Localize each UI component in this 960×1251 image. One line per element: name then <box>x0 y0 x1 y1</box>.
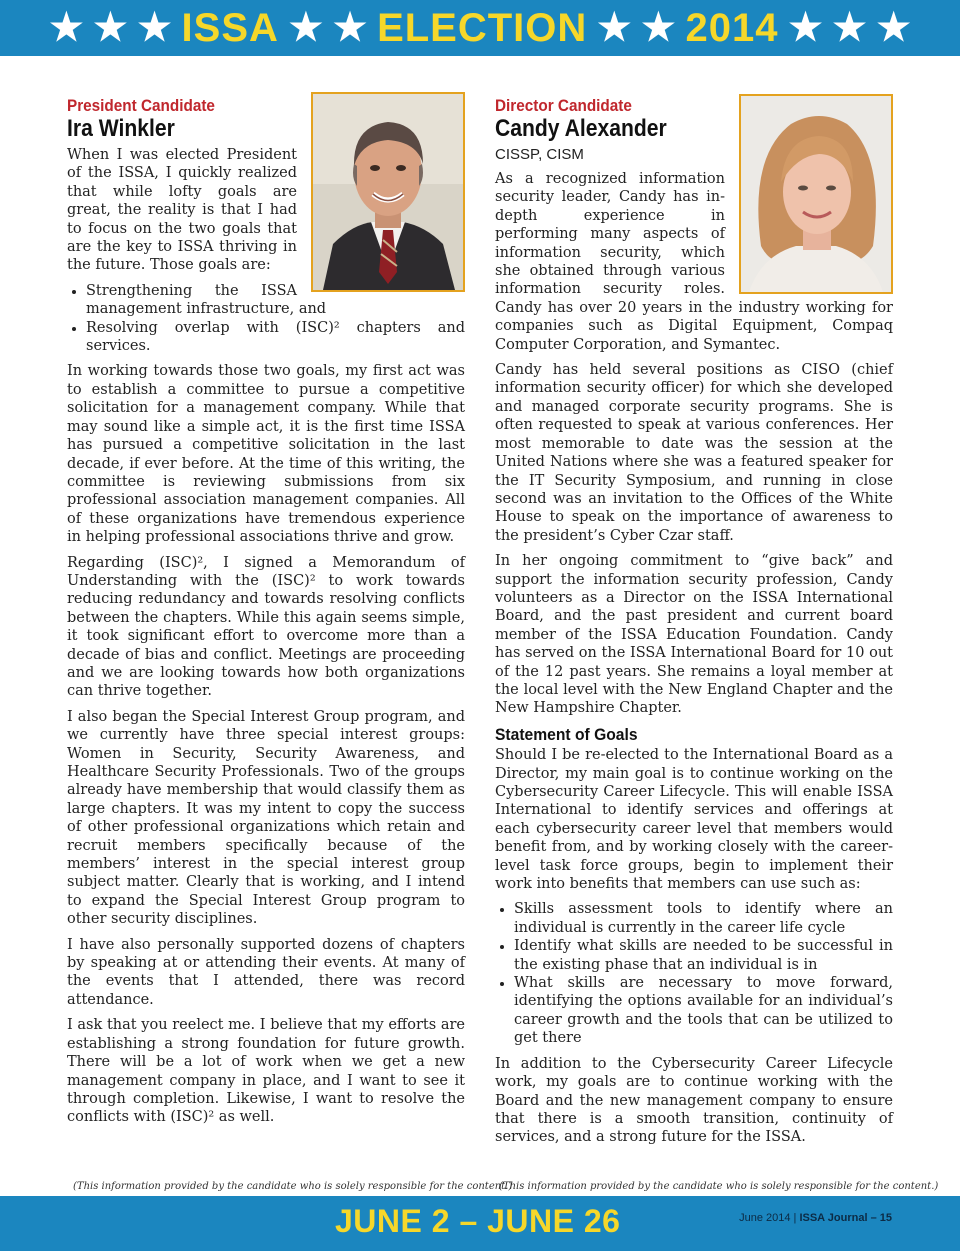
disclaimer-left: (This information provided by the candidate who is solely responsible for the content.) <box>73 1181 513 1192</box>
banner-word-issa: ISSA <box>181 6 279 50</box>
body-paragraph: As a recognized information security leader, Candy has in-depth experience in performing many aspects of information security, which she obtained through various information security roles. Candy has over 20 years in the industry working for companies such as Digital Equipment, Compaq Computer Corporation, and Symantec. <box>495 171 893 353</box>
candidate-name: Ira Winkler <box>67 115 175 142</box>
body-paragraph: In working towards those two goals, my first act was to establish a committee to pursue a competitive solicitation for a management company. While that may sound like a simple act, it is the first time ISSA has pursued a competitive solicitation in the last decade, if ever before. At the time of this writing, the committee is reviewing submissions from six professional association management companies. All of these organizations have tremendous experience in helping professional associations thrive and grow. <box>67 363 465 546</box>
page-number: – 15 <box>870 1212 892 1224</box>
list-item: • Skills assessment tools to identify where an individual is currently in the career life cycle <box>514 900 893 937</box>
star-icon: ★ <box>641 7 676 49</box>
body-paragraph: In her ongoing commitment to “give back” and support the information security profession, Candy volunteers as a Director on the ISSA International Board, and the past president and current board member of the ISSA Education Foundation. Candy has served on the ISSA International Board for 10 out of the 12 past years. She remains a loyal member at the local level with the New England Chapter and the New Hampshire Chapter. <box>495 553 893 717</box>
banner-title <box>49 8 910 48</box>
candidate-column-right <box>495 96 893 1154</box>
goals-heading: Statement of Goals <box>495 724 638 744</box>
list-item: • Identify what skills are needed to be successful in the existing phase that an individual is in <box>514 937 893 974</box>
list-item: • Strengthening the ISSA management infrastructure, and <box>86 282 465 319</box>
banner-word-year: 2014 <box>685 6 779 50</box>
star-icon: ★ <box>93 7 128 49</box>
goals-intro: Should I be re-elected to the International Board as a Director, my main goal is to continue working on the Cybersecurity Career Lifecycle. This will enable ISSA International to identify services and offerings at each cybersecurity career level that members would benefit from, and by working closely with the career-level task force groups, begin to implement their work into benefits that members can use such as: <box>495 747 893 893</box>
page-info <box>739 1212 892 1224</box>
star-icon: ★ <box>288 7 323 49</box>
star-icon: ★ <box>832 7 867 49</box>
election-dates: JUNE 2 – JUNE 26 <box>335 1203 621 1239</box>
list-item: • Resolving overlap with (ISC)² chapters and services. <box>86 319 465 356</box>
goals-list <box>67 282 465 356</box>
star-icon: ★ <box>49 7 84 49</box>
candidate-name: Candy Alexander <box>495 115 667 142</box>
candidate-role: President Candidate <box>67 96 215 115</box>
star-icon: ★ <box>788 7 823 49</box>
body-paragraph: Regarding (ISC)², I signed a Memorandum of Understanding with the (ISC)² to work towards reducing redundancy and towards resolving conflicts between the chapters. While this again seems simple, it took significant effort to overcome more than a decade of bias and conflict. Meetings are proceeding and we are looking towards how both organizations can thrive together. <box>67 554 465 700</box>
body-paragraph: I ask that you reelect me. I believe that my efforts are establishing a strong foundation for future growth. There will be a lot of work when we get a new management company in place, and I want to see it through completion. Likewise, I want to resolve the conflicts with (ISC)² as well. <box>67 1017 465 1126</box>
star-icon: ★ <box>597 7 632 49</box>
list-item: • What skills are necessary to move forward, identifying the options available for an individual’s career growth and the tools that can be utilized to get there <box>514 974 893 1048</box>
goals-list <box>495 900 893 1047</box>
star-icon: ★ <box>332 7 368 49</box>
candidate-column-left <box>67 96 465 1134</box>
star-icon: ★ <box>876 7 911 49</box>
candidate-role: Director Candidate <box>495 96 632 115</box>
journal-name: ISSA Journal <box>799 1212 868 1224</box>
banner-word-election: ELECTION <box>377 6 588 50</box>
star-icon: ★ <box>137 7 172 49</box>
footer-banner <box>0 1196 960 1251</box>
body-paragraph: I have also personally supported dozens of chapters by speaking at or attending their events. At many of the events that I attended, there was record attendance. <box>67 936 465 1008</box>
issue-date: June 2014 | <box>739 1212 797 1224</box>
body-paragraph: I also began the Special Interest Group program, and we currently have three special interest groups: Women in Security, Security Awareness, and Healthcare Security Professionals. Two of the groups already have membership that would classify them as large chapters. It was my intent to copy the success of other professional organizations which retain and recruit members specifically because of the members’ interest in the special interest group subject matter. Clearly that is working, and I intend to expand the Special Interest Group program to other security disciplines. <box>67 708 465 928</box>
intro-paragraph: When I was elected President of the ISSA, I quickly realized that while lofty goals are great, the reality is that I had to focus on the two goals that are the key to ISSA thriving in the future. Those goals are: <box>67 147 297 274</box>
disclaimer-right: (This information provided by the candidate who is solely responsible for the content.) <box>499 1181 939 1192</box>
candidate-credentials: CISSP, CISM <box>495 146 584 163</box>
header-banner <box>0 0 960 56</box>
body-paragraph: Candy has held several positions as CISO (chief information security officer) for which she developed and managed corporate security programs. She is often requested to speak at various conferences. Her most memorable to date was the session at the United Nations where she was a featured speaker for the IT Security Symposium, and running in close second was an invitation to the Offices of the White House to speak on the importance of awareness to the president’s Cyber Czar staff. <box>495 362 893 544</box>
closing-paragraph: In addition to the Cybersecurity Career Lifecycle work, my goals are to continue working with the Board and the new management company to ensure that there is a smooth transition, continuity of services, and a strong future for the ISSA. <box>495 1055 893 1146</box>
